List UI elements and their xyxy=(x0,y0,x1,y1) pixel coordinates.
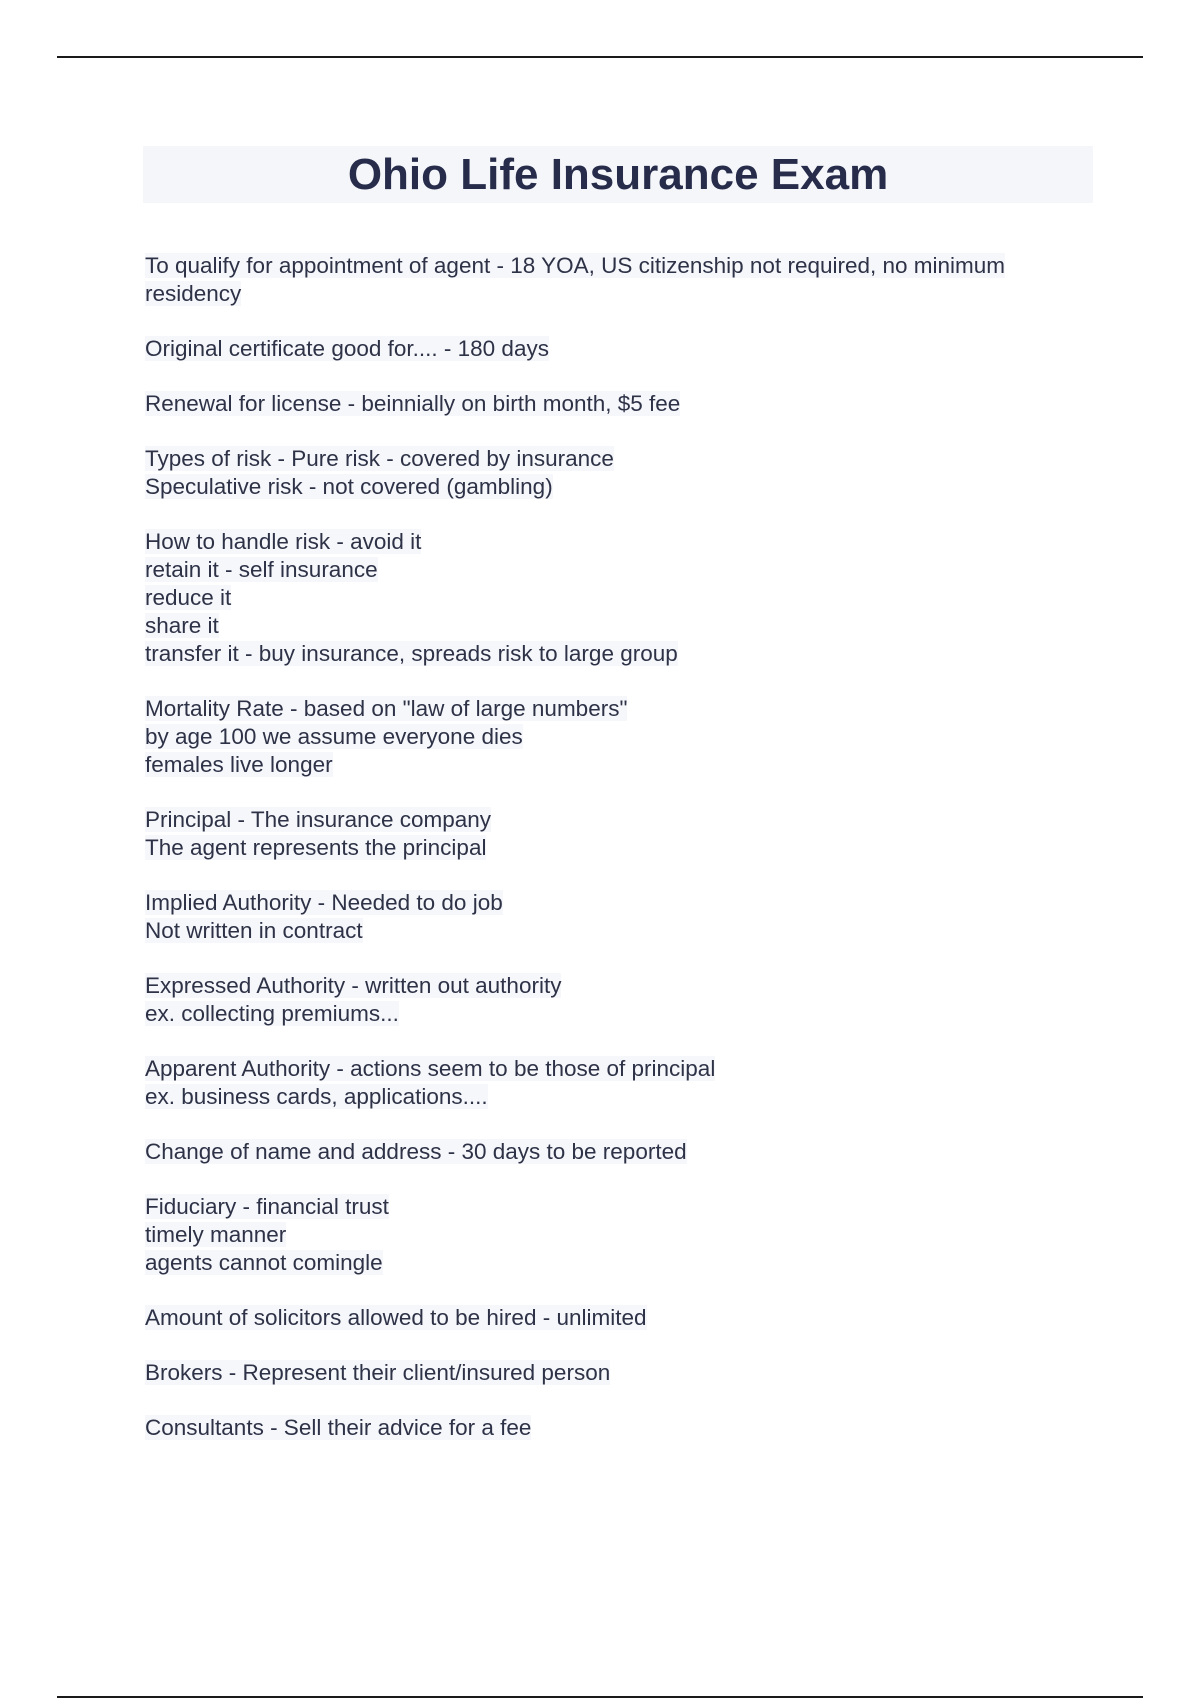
flashcard-term-line xyxy=(145,1359,1075,1387)
flashcard-detail-line xyxy=(145,751,1075,779)
flashcard-text: by age 100 we assume everyone dies xyxy=(145,724,523,749)
flashcard-text: reduce it xyxy=(145,585,232,610)
flashcard-text: ex. business cards, applications.... xyxy=(145,1084,488,1109)
flashcard-text: Renewal for license - beinnially on birth month, $5 fee xyxy=(145,391,681,416)
bottom-rule xyxy=(57,1696,1143,1698)
flashcard-text: Speculative risk - not covered (gambling) xyxy=(145,474,553,499)
flashcard-detail-line xyxy=(145,640,1075,668)
flashcard-text: To qualify for appointment of agent - 18 YOA, US citizenship not required, no minimum xyxy=(145,253,1006,278)
flashcard xyxy=(145,889,1075,945)
flashcard xyxy=(145,1359,1075,1387)
flashcard-list xyxy=(145,252,1075,1469)
flashcard-detail-line xyxy=(145,612,1075,640)
flashcard xyxy=(145,695,1075,779)
flashcard xyxy=(145,252,1075,308)
flashcard-text: agents cannot comingle xyxy=(145,1250,383,1275)
flashcard-term-line xyxy=(145,1304,1075,1332)
flashcard xyxy=(145,528,1075,668)
flashcard-text: Fiduciary - financial trust xyxy=(145,1194,389,1219)
flashcard-text: share it xyxy=(145,613,219,638)
flashcard xyxy=(145,972,1075,1028)
flashcard-text: Mortality Rate - based on "law of large numbers" xyxy=(145,696,628,721)
flashcard-term-line xyxy=(145,695,1075,723)
flashcard-term-line xyxy=(145,1055,1075,1083)
title-band xyxy=(143,146,1093,203)
flashcard-text: Original certificate good for.... - 180 days xyxy=(145,336,549,361)
flashcard xyxy=(145,1055,1075,1111)
flashcard-text: Expressed Authority - written out authority xyxy=(145,973,562,998)
flashcard-term-line xyxy=(145,1193,1075,1221)
flashcard-term-line xyxy=(145,252,1075,280)
flashcard-text: Implied Authority - Needed to do job xyxy=(145,890,503,915)
flashcard-term-line xyxy=(145,972,1075,1000)
flashcard xyxy=(145,806,1075,862)
flashcard-term-line xyxy=(145,889,1075,917)
flashcard-detail-line xyxy=(145,1249,1075,1277)
flashcard xyxy=(145,335,1075,363)
flashcard-term-line xyxy=(145,528,1075,556)
flashcard-term-line xyxy=(145,335,1075,363)
flashcard-detail-line xyxy=(145,1083,1075,1111)
flashcard-text: How to handle risk - avoid it xyxy=(145,529,422,554)
flashcard-text: Types of risk - Pure risk - covered by insurance xyxy=(145,446,614,471)
flashcard-detail-line xyxy=(145,1221,1075,1249)
top-rule xyxy=(57,56,1143,58)
flashcard-detail-line xyxy=(145,834,1075,862)
flashcard-text: ex. collecting premiums... xyxy=(145,1001,399,1026)
flashcard xyxy=(145,390,1075,418)
flashcard xyxy=(145,1414,1075,1442)
flashcard-text: timely manner xyxy=(145,1222,287,1247)
flashcard-term-line xyxy=(145,390,1075,418)
flashcard-term-line xyxy=(145,1414,1075,1442)
flashcard-text: Consultants - Sell their advice for a fee xyxy=(145,1415,532,1440)
flashcard-detail-line xyxy=(145,723,1075,751)
flashcard-text: Change of name and address - 30 days to be reported xyxy=(145,1139,687,1164)
flashcard-text: retain it - self insurance xyxy=(145,557,378,582)
flashcard-detail-line xyxy=(145,556,1075,584)
flashcard-text: females live longer xyxy=(145,752,333,777)
flashcard-term-line xyxy=(145,1138,1075,1166)
flashcard xyxy=(145,1304,1075,1332)
flashcard xyxy=(145,1193,1075,1277)
flashcard-detail-line xyxy=(145,917,1075,945)
flashcard-text: residency xyxy=(145,281,242,306)
flashcard-text: Not written in contract xyxy=(145,918,363,943)
flashcard-term-line xyxy=(145,445,1075,473)
flashcard-text: Brokers - Represent their client/insured person xyxy=(145,1360,611,1385)
flashcard-text: Principal - The insurance company xyxy=(145,807,492,832)
flashcard-term-line xyxy=(145,806,1075,834)
flashcard-detail-line xyxy=(145,584,1075,612)
flashcard xyxy=(145,1138,1075,1166)
flashcard-text: Amount of solicitors allowed to be hired - unlimited xyxy=(145,1305,647,1330)
flashcard-text: Apparent Authority - actions seem to be those of principal xyxy=(145,1056,716,1081)
page-title: Ohio Life Insurance Exam xyxy=(347,149,889,199)
flashcard xyxy=(145,445,1075,501)
flashcard-detail-line xyxy=(145,473,1075,501)
flashcard-detail-line xyxy=(145,280,1075,308)
flashcard-text: transfer it - buy insurance, spreads risk to large group xyxy=(145,641,678,666)
flashcard-detail-line xyxy=(145,1000,1075,1028)
flashcard-text: The agent represents the principal xyxy=(145,835,487,860)
